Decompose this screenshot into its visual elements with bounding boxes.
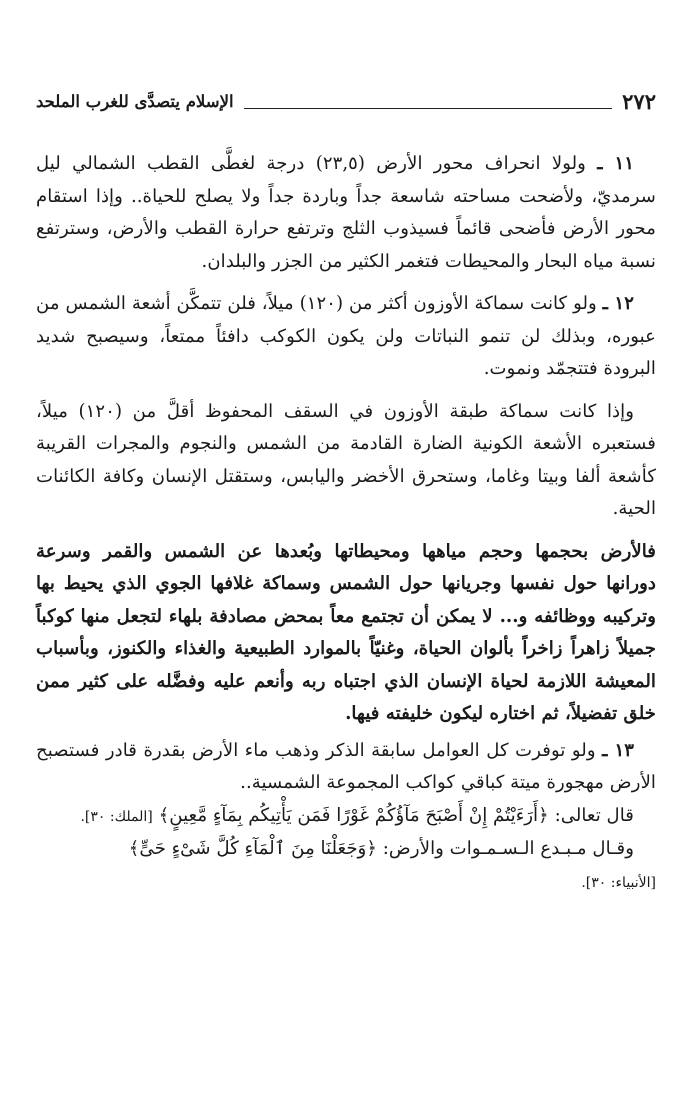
item-number-13: ١٣ ـ bbox=[602, 739, 634, 761]
quote-1-intro: قال تعالى: bbox=[554, 804, 634, 826]
paragraph-bold-conclusion: فالأرض بحجمها وحجم مياهها ومحيطاتها وبُعدها عن الشمس والقمر وسرعة دورانها حول نفسها وجريانها حول الشمس وسماكة غلافها الجوي الذي يحيط بها وتركيبه ووظائفه و... لا يمكن أن تجتمع معاً بمحض مصادفة بلهاء لتجعل منها كوكباً جميلاً زاهراً زاخراً بألوان الحياة، وغنيّاً بالموارد الطبيعية والغذاء والكنوز، وبأسباب المعيشة اللازمة لحياة الإنسان الذي اجتباه ربه وأنعم عليه وفضَّله على كثير ممن خلق تفضيلاً، ثم اختاره ليكون خليفته فيها. bbox=[36, 540, 656, 724]
paragraph-12-text: ولو كانت سماكة الأوزون أكثر من (١٢٠) ميلاً، فلن تتمكَّن أشعة الشمس من عبوره، وبذلك لن تنمو النباتات ولن يكون الكوكب دافئاً ممتعاً، وسيصبح شديد البرودة فتتجمّد ونموت. bbox=[36, 293, 656, 379]
quote-2-intro: وقـال مـبـدع الـسـمـوات والأرض: bbox=[382, 838, 634, 859]
quote-1-reference: [الملك: ٣٠]. bbox=[80, 808, 153, 825]
book-title: الإسلام يتصدَّى للغرب الملحد bbox=[36, 91, 234, 111]
quote-1-verse: ﴿أَرَءَيْتُمْ إِنْ أَصْبَحَ مَآؤُكُمْ غَوْرًا فَمَن يَأْتِيكُم بِمَآءٍ مَّعِينٍ﴾ bbox=[158, 804, 549, 826]
page-number: ٢٧٢ bbox=[622, 88, 656, 114]
quote-2-reference: [الأنبياء: ٣٠]. bbox=[581, 874, 656, 891]
paragraph-11 bbox=[36, 148, 656, 278]
running-header bbox=[36, 86, 656, 116]
item-number-11: ١١ ـ bbox=[597, 153, 634, 174]
paragraph-ozone-thin: وإذا كانت سماكة طبقة الأوزون في السقف المحفوظ أقلَّ من (١٢٠) ميلاً، فستعبره الأشعة الكونية الضارة القادمة من الشمس والنجوم والمجرات القريبة كأشعة ألفا وبيتا وغاما، وستحرق الأخضر واليابس، وستقتل الإنسان وكافة الكائنات الحية. bbox=[36, 400, 656, 519]
quote-2-ref-line bbox=[36, 866, 656, 900]
quote-2-verse: ﴿وَجَعَلْنَا مِنَ ٱلْمَآءِ كُلَّ شَىْءٍ حَىٍّ﴾ bbox=[128, 838, 377, 859]
quran-quote-1 bbox=[36, 800, 656, 834]
header-rule bbox=[244, 94, 613, 109]
page-body bbox=[36, 148, 656, 899]
paragraph-11-text: ولولا انحراف محور الأرض (٢٣,٥) درجة لغطَّى القطب الشمالي ليل سرمديّ، ولأضحت مساحته شاسعة جداً وباردة جداً ولا يصلح للحياة.. وإذا استقام محور الأرض فأضحى قائماً فسيذوب الثلج وترتفع حرارة القطب والأرض، وسترتفع نسبة مياه البحار والمحيطات فتغمر الكثير من الجزر والبلدان. bbox=[36, 153, 656, 272]
quran-quote-2 bbox=[36, 833, 656, 866]
paragraph-12 bbox=[36, 288, 656, 386]
paragraph-13-text: ولو توفرت كل العوامل سابقة الذكر وذهب ماء الأرض بقدرة قادر فستصبح الأرض مهجورة ميتة كباقي كواكب المجموعة الشمسية.. bbox=[36, 739, 656, 793]
paragraph-13 bbox=[36, 735, 656, 800]
item-number-12: ١٢ ـ bbox=[602, 293, 634, 314]
